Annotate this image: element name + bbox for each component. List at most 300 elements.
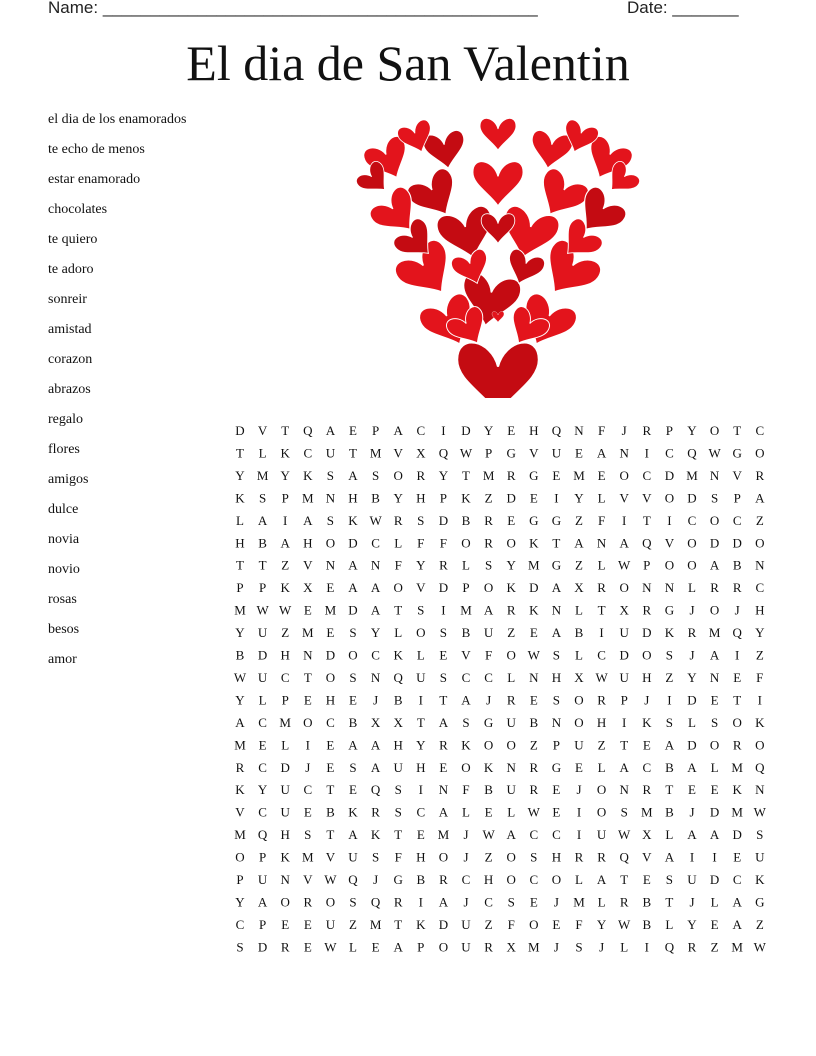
grid-letter: Y: [687, 669, 697, 685]
grid-letter: N: [370, 557, 381, 573]
grid-letter: V: [393, 445, 403, 461]
grid-letter: S: [552, 647, 561, 663]
grid-letter: R: [416, 467, 426, 483]
grid-letter: C: [416, 423, 426, 438]
grid-letter: F: [394, 849, 402, 865]
grid-letter: J: [305, 759, 311, 775]
grid-letter: J: [689, 602, 695, 618]
grid-letter: C: [732, 872, 742, 887]
grid-letter: W: [753, 804, 766, 820]
grid-letter: M: [324, 602, 337, 618]
grid-letter: I: [622, 512, 627, 528]
grid-letter: E: [552, 782, 561, 798]
grid-letter: W: [279, 602, 292, 618]
grid-row: [236, 513, 764, 528]
grid-letter: Y: [687, 423, 697, 438]
grid-letter: S: [417, 512, 425, 528]
grid-letter: A: [325, 423, 336, 438]
grid-letter: C: [484, 894, 493, 910]
grid-letter: H: [416, 849, 426, 865]
grid-letter: D: [642, 625, 652, 641]
grid-letter: S: [349, 625, 357, 641]
grid-letter: R: [597, 692, 606, 708]
word-list-item: abrazos: [48, 382, 91, 397]
grid-letter: A: [551, 625, 562, 641]
grid-letter: Q: [348, 872, 358, 887]
word-list-item: dulce: [48, 502, 79, 517]
grid-letter: L: [394, 535, 403, 551]
grid-letter: R: [642, 602, 652, 618]
grid-letter: E: [326, 580, 335, 596]
grid-letter: H: [755, 602, 765, 618]
grid-letter: S: [258, 490, 267, 506]
grid-letter: R: [506, 692, 516, 708]
grid-letter: K: [280, 580, 290, 596]
grid-letter: R: [439, 557, 448, 573]
grid-letter: Q: [438, 445, 449, 461]
grid-letter: I: [418, 692, 423, 708]
grid-letter: P: [620, 692, 628, 708]
grid-letter: J: [373, 692, 379, 708]
grid-letter: O: [235, 849, 245, 865]
grid-letter: N: [551, 714, 562, 730]
grid-letter: S: [620, 804, 628, 820]
grid-letter: O: [687, 557, 697, 573]
grid-letter: R: [484, 512, 493, 528]
grid-letter: I: [644, 445, 649, 461]
grid-letter: A: [235, 714, 245, 730]
grid-letter: M: [528, 557, 540, 573]
grid-letter: R: [732, 580, 742, 596]
grid-letter: T: [552, 535, 561, 551]
grid-letter: M: [573, 467, 585, 483]
grid-letter: R: [619, 894, 629, 910]
grid-letter: P: [439, 490, 448, 506]
grid-letter: C: [552, 827, 561, 843]
grid-letter: A: [619, 535, 629, 551]
grid-letter: I: [757, 692, 762, 708]
grid-letter: T: [665, 894, 674, 910]
grid-letter: F: [507, 916, 515, 932]
grid-letter: E: [281, 916, 290, 932]
grid-letter: O: [506, 872, 516, 887]
grid-letter: E: [416, 827, 425, 843]
grid-letter: L: [620, 939, 629, 955]
grid-letter: Y: [574, 490, 584, 506]
grid-letter: F: [597, 512, 606, 528]
grid-letter: Y: [235, 625, 245, 641]
grid-letter: J: [463, 849, 469, 865]
grid-letter: J: [553, 939, 559, 955]
grid-letter: A: [596, 445, 607, 461]
grid-letter: M: [641, 804, 653, 820]
grid-letter: A: [664, 849, 675, 865]
grid-letter: H: [551, 849, 562, 865]
grid-letter: J: [621, 423, 627, 438]
grid-letter: D: [529, 580, 539, 596]
grid-letter: R: [597, 849, 606, 865]
grid-letter: B: [574, 625, 584, 641]
grid-letter: C: [416, 804, 426, 820]
grid-letter: J: [463, 827, 469, 843]
grid-letter: V: [303, 872, 313, 887]
grid-letter: O: [303, 714, 313, 730]
grid-letter: S: [756, 827, 764, 843]
grid-letter: P: [462, 580, 470, 596]
date-label: Date:: [627, 0, 668, 17]
grid-letter: E: [575, 445, 583, 461]
grid-letter: O: [755, 445, 765, 461]
grid-letter: D: [325, 647, 336, 663]
grid-letter: K: [348, 512, 358, 528]
grid-letter: U: [257, 625, 268, 641]
grid-letter: D: [664, 467, 675, 483]
grid-letter: R: [732, 737, 742, 753]
grid-letter: A: [438, 714, 449, 730]
word-list-item: corazon: [48, 352, 93, 367]
grid-letter: N: [529, 669, 539, 685]
grid-letter: O: [574, 714, 584, 730]
grid-letter: K: [393, 647, 403, 663]
grid-letter: N: [642, 580, 652, 596]
grid-letter: S: [665, 647, 674, 663]
grid-letter: E: [710, 692, 719, 708]
grid-letter: A: [280, 535, 290, 551]
grid-letter: L: [236, 512, 244, 528]
grid-letter: O: [596, 782, 607, 798]
grid-letter: J: [463, 894, 469, 910]
grid-letter: T: [326, 827, 335, 843]
grid-letter: N: [596, 535, 607, 551]
grid-letter: H: [348, 490, 358, 506]
grid-letter: V: [732, 467, 742, 483]
grid-row: [236, 648, 764, 663]
grid-letter: U: [325, 916, 336, 932]
grid-letter: D: [257, 939, 268, 955]
grid-letter: H: [280, 827, 290, 843]
grid-letter: M: [279, 714, 291, 730]
grid-letter: E: [552, 916, 561, 932]
heart-shapes: [354, 118, 642, 398]
grid-letter: X: [393, 714, 403, 730]
grid-letter: I: [554, 490, 559, 506]
grid-letter: O: [280, 894, 290, 910]
grid-letter: O: [755, 737, 765, 753]
grid-letter: Z: [484, 490, 493, 506]
grid-letter: K: [416, 916, 426, 932]
grid-letter: N: [709, 669, 720, 685]
grid-letter: L: [258, 692, 267, 708]
grid-letter: A: [370, 759, 381, 775]
word-list-item: te quiero: [48, 232, 98, 247]
grid-letter: I: [576, 804, 582, 820]
grid-letter: M: [234, 737, 246, 753]
grid-letter: D: [438, 512, 449, 528]
grid-letter: X: [506, 939, 516, 955]
grid-letter: U: [483, 625, 494, 641]
grid-letter: E: [688, 782, 696, 798]
grid-letter: D: [732, 535, 742, 551]
grid-letter: S: [304, 827, 312, 843]
grid-letter: T: [349, 445, 357, 461]
word-list-item: amistad: [48, 322, 92, 337]
grid-letter: S: [371, 849, 380, 865]
grid-row: [235, 423, 764, 438]
grid-letter: Q: [642, 535, 652, 551]
grid-letter: E: [303, 939, 312, 955]
grid-row: [235, 625, 765, 640]
grid-letter: B: [642, 916, 652, 932]
grid-letter: G: [551, 512, 562, 528]
grid-letter: R: [235, 759, 245, 775]
grid-letter: A: [461, 692, 471, 708]
grid-letter: N: [551, 602, 562, 618]
grid-letter: P: [552, 737, 561, 753]
grid-letter: R: [393, 894, 403, 910]
grid-letter: A: [709, 827, 720, 843]
grid-letter: E: [507, 423, 516, 438]
grid-letter: K: [235, 782, 245, 798]
grid-letter: A: [257, 894, 268, 910]
grid-letter: K: [506, 580, 516, 596]
grid-letter: W: [708, 445, 721, 461]
grid-letter: O: [596, 804, 607, 820]
grid-letter: O: [483, 737, 494, 753]
grid-letter: F: [394, 557, 402, 573]
grid-letter: E: [484, 804, 493, 820]
grid-row: [235, 468, 764, 483]
grid-letter: U: [574, 737, 584, 753]
grid-letter: O: [506, 737, 516, 753]
grid-letter: M: [460, 602, 472, 618]
grid-letter: C: [326, 714, 335, 730]
grid-letter: R: [484, 535, 493, 551]
grid-letter: O: [438, 849, 449, 865]
grid-letter: J: [689, 647, 695, 663]
grid-letter: E: [529, 490, 538, 506]
grid-letter: S: [349, 759, 357, 775]
grid-letter: J: [576, 782, 582, 798]
grid-letter: W: [369, 512, 382, 528]
grid-letter: M: [686, 467, 698, 483]
grid-letter: E: [575, 759, 583, 775]
grid-letter: E: [642, 737, 651, 753]
grid-letter: P: [643, 557, 651, 573]
grid-letter: S: [552, 692, 561, 708]
grid-letter: R: [574, 849, 584, 865]
grid-letter: S: [665, 714, 674, 730]
grid-letter: K: [642, 714, 652, 730]
grid-letter: T: [416, 714, 425, 730]
grid-letter: B: [642, 894, 652, 910]
grid-letter: L: [281, 737, 290, 753]
grid-letter: Q: [551, 423, 562, 438]
grid-letter: I: [644, 939, 649, 955]
grid-letter: A: [506, 827, 516, 843]
grid-letter: W: [324, 939, 337, 955]
header-line: [48, 0, 788, 23]
grid-letter: L: [575, 602, 583, 618]
grid-letter: C: [280, 669, 290, 685]
grid-letter: I: [441, 602, 446, 618]
grid-letter: O: [619, 580, 629, 596]
grid-letter: D: [732, 827, 742, 843]
grid-letter: T: [439, 692, 448, 708]
grid-letter: Q: [370, 782, 381, 798]
grid-letter: U: [325, 445, 336, 461]
grid-letter: S: [462, 714, 470, 730]
grid-letter: T: [733, 692, 742, 708]
grid-letter: K: [280, 445, 290, 461]
grid-letter: F: [484, 647, 493, 663]
grid-letter: R: [484, 939, 493, 955]
grid-letter: X: [619, 602, 629, 618]
grid-letter: T: [620, 872, 629, 887]
grid-letter: T: [394, 916, 403, 932]
grid-letter: D: [709, 535, 720, 551]
grid-letter: L: [462, 804, 470, 820]
grid-letter: E: [552, 804, 561, 820]
grid-letter: E: [710, 916, 719, 932]
grid-letter: H: [303, 535, 313, 551]
date-field: [627, 0, 739, 23]
grid-letter: R: [439, 872, 448, 887]
grid-letter: V: [325, 849, 336, 865]
grid-letter: M: [234, 827, 246, 843]
grid-row: [236, 580, 764, 595]
grid-letter: A: [303, 512, 313, 528]
grid-letter: M: [731, 939, 743, 955]
grid-letter: U: [596, 827, 607, 843]
grid-letter: G: [529, 467, 539, 483]
grid-letter: U: [280, 804, 290, 820]
grid-letter: N: [709, 467, 720, 483]
grid-letter: B: [461, 625, 471, 641]
grid-letter: V: [303, 557, 313, 573]
word-list-item: el dia de los enamorados: [48, 112, 187, 127]
heart-icon: [473, 162, 523, 206]
grid-letter: T: [597, 602, 606, 618]
grid-letter: Q: [303, 423, 313, 438]
grid-letter: Y: [370, 625, 381, 641]
grid-letter: A: [370, 580, 381, 596]
grid-letter: M: [302, 490, 314, 506]
grid-letter: Z: [710, 939, 719, 955]
grid-letter: K: [280, 849, 290, 865]
grid-letter: E: [349, 782, 357, 798]
grid-letter: T: [281, 423, 290, 438]
grid-letter: S: [575, 939, 583, 955]
grid-letter: A: [393, 423, 403, 438]
grid-letter: M: [731, 804, 743, 820]
grid-letter: Z: [755, 647, 764, 663]
grid-row: [236, 445, 764, 460]
grid-row: [236, 939, 766, 954]
grid-letter: G: [529, 512, 539, 528]
grid-letter: W: [324, 872, 337, 887]
grid-letter: N: [370, 669, 381, 685]
grid-letter: T: [258, 557, 267, 573]
grid-letter: J: [689, 894, 695, 910]
grid-letter: U: [393, 759, 403, 775]
grid-letter: J: [599, 939, 605, 955]
word-list-item: regalo: [48, 412, 83, 427]
grid-letter: A: [348, 580, 358, 596]
grid-letter: L: [597, 557, 606, 573]
grid-letter: M: [256, 467, 269, 483]
grid-letter: Z: [665, 669, 674, 685]
grid-letter: B: [416, 872, 426, 887]
grid-letter: E: [326, 625, 335, 641]
grid-letter: A: [709, 557, 720, 573]
grid-letter: R: [710, 580, 719, 596]
grid-letter: A: [732, 894, 742, 910]
grid-letter: O: [483, 580, 494, 596]
grid-letter: X: [303, 580, 313, 596]
grid-letter: C: [461, 872, 471, 887]
grid-letter: Z: [597, 737, 606, 753]
grid-letter: Y: [235, 692, 245, 708]
grid-letter: L: [665, 827, 674, 843]
grid-row: [236, 558, 765, 573]
grid-letter: V: [235, 804, 245, 820]
grid-letter: F: [417, 535, 425, 551]
grid-row: [235, 894, 764, 909]
grid-letter: E: [258, 737, 267, 753]
grid-letter: A: [438, 804, 449, 820]
grid-letter: P: [258, 849, 267, 865]
grid-letter: H: [416, 490, 426, 506]
grid-letter: O: [529, 916, 539, 932]
grid-letter: U: [257, 669, 268, 685]
grid-letter: U: [755, 849, 765, 865]
grid-letter: C: [303, 445, 313, 461]
grid-letter: O: [325, 669, 336, 685]
grid-letter: A: [348, 467, 358, 483]
grid-letter: J: [373, 872, 379, 887]
grid-letter: W: [595, 669, 608, 685]
grid-letter: O: [461, 759, 471, 775]
grid-letter: E: [529, 894, 538, 910]
grid-letter: R: [506, 467, 516, 483]
grid-letter: I: [283, 512, 288, 528]
grid-letter: Q: [732, 625, 742, 641]
grid-letter: O: [709, 512, 720, 528]
grid-letter: E: [439, 647, 448, 663]
grid-letter: Y: [257, 782, 268, 798]
grid-letter: E: [529, 625, 538, 641]
grid-letter: O: [461, 535, 471, 551]
grid-letter: L: [349, 939, 357, 955]
grid-letter: R: [506, 602, 516, 618]
word-list-item: te adoro: [48, 262, 94, 277]
grid-letter: M: [302, 625, 314, 641]
grid-letter: S: [349, 669, 357, 685]
grid-letter: T: [733, 423, 742, 438]
grid-letter: C: [258, 759, 267, 775]
grid-letter: I: [418, 894, 423, 910]
grid-letter: I: [622, 714, 627, 730]
grid-letter: A: [257, 512, 268, 528]
grid-letter: B: [348, 714, 358, 730]
page-title: El dia de San Valentin: [186, 35, 630, 91]
grid-letter: O: [393, 467, 403, 483]
grid-letter: Z: [755, 916, 764, 932]
word-list: [48, 110, 186, 680]
grid-letter: A: [551, 580, 562, 596]
grid-letter: Y: [483, 423, 494, 438]
grid-letter: T: [462, 467, 470, 483]
